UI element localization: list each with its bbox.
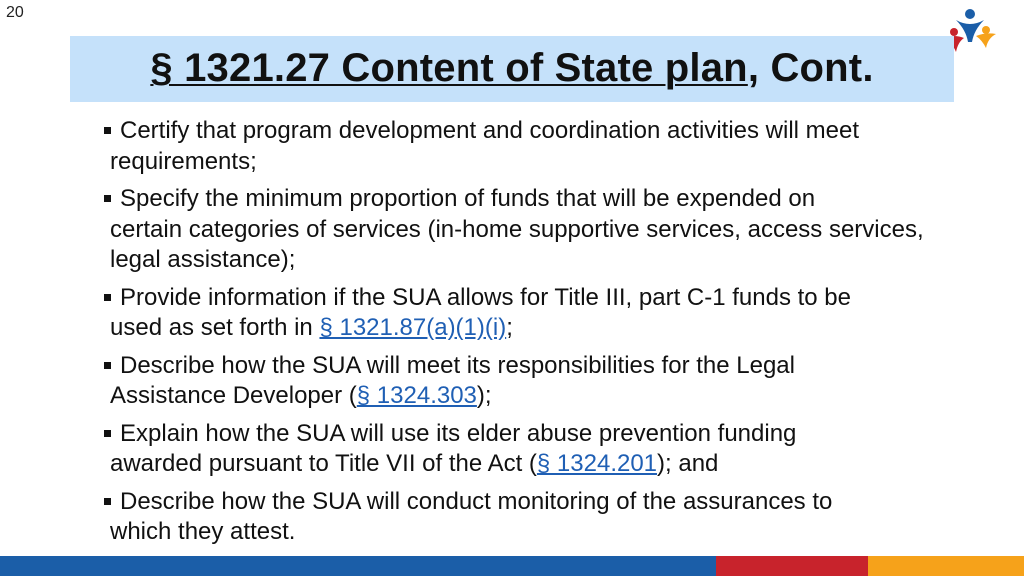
bullet-item: [102, 487, 932, 548]
bullet-text-cont: which they attest.: [110, 518, 296, 545]
bullet-item: [102, 116, 932, 177]
bullet-item: [102, 283, 932, 344]
regulation-link[interactable]: § 1324.201: [536, 450, 658, 477]
bullet-item: [102, 184, 932, 276]
regulation-link[interactable]: § 1321.87(a)(1)(i): [319, 314, 507, 341]
bullet-text-post: );: [476, 382, 492, 409]
footer-orange-segment: [868, 556, 1024, 576]
bullet-text-cont: [102, 313, 932, 344]
square-bullet-icon: [104, 195, 111, 202]
square-bullet-icon: [104, 127, 111, 134]
bullet-text: Describe how the SUA will conduct monitoring of the assurances to: [120, 487, 833, 515]
footer-blue-segment: [0, 556, 716, 576]
bullet-text-cont: requirements;: [110, 147, 257, 175]
bullet-text-pre: Assistance Developer (: [110, 382, 357, 409]
title-underlined: § 1321.27 Content of State plan: [150, 46, 748, 90]
bullet-list: [102, 116, 932, 555]
bullet-text-post: ;: [506, 314, 513, 341]
bullet-text: Explain how the SUA will use its elder abuse prevention funding: [120, 419, 797, 447]
bullet-text-cont: certain categories of services (in-home supportive services, access services, legal assistance);: [110, 215, 924, 273]
bullet-text-pre: awarded pursuant to Title VII of the Act (: [110, 450, 537, 477]
bullet-item: [102, 351, 932, 412]
page-number: 20: [6, 4, 24, 21]
bullet-text-pre: used as set forth in: [110, 314, 320, 341]
bullet-text-post: ); and: [657, 450, 719, 477]
bullet-text-cont: [102, 381, 932, 412]
footer-color-bar: [0, 556, 1024, 576]
regulation-link[interactable]: § 1324.303: [356, 382, 477, 409]
square-bullet-icon: [104, 362, 111, 369]
square-bullet-icon: [104, 498, 111, 505]
square-bullet-icon: [104, 430, 111, 437]
bullet-text: Describe how the SUA will meet its responsibilities for the Legal: [120, 351, 795, 379]
bullet-text: Certify that program development and coordination activities will meet: [120, 117, 860, 144]
footer-red-segment: [716, 556, 868, 576]
bullet-text: Provide information if the SUA allows for Title III, part C-1 funds to be: [120, 283, 852, 311]
bullet-text-cont: [102, 449, 932, 480]
title-bar: [70, 36, 954, 102]
slide-title: [70, 46, 954, 91]
square-bullet-icon: [104, 294, 111, 301]
bullet-item: [102, 419, 932, 480]
title-suffix: , Cont.: [747, 46, 874, 90]
bullet-text: Specify the minimum proportion of funds that will be expended on: [120, 185, 816, 212]
